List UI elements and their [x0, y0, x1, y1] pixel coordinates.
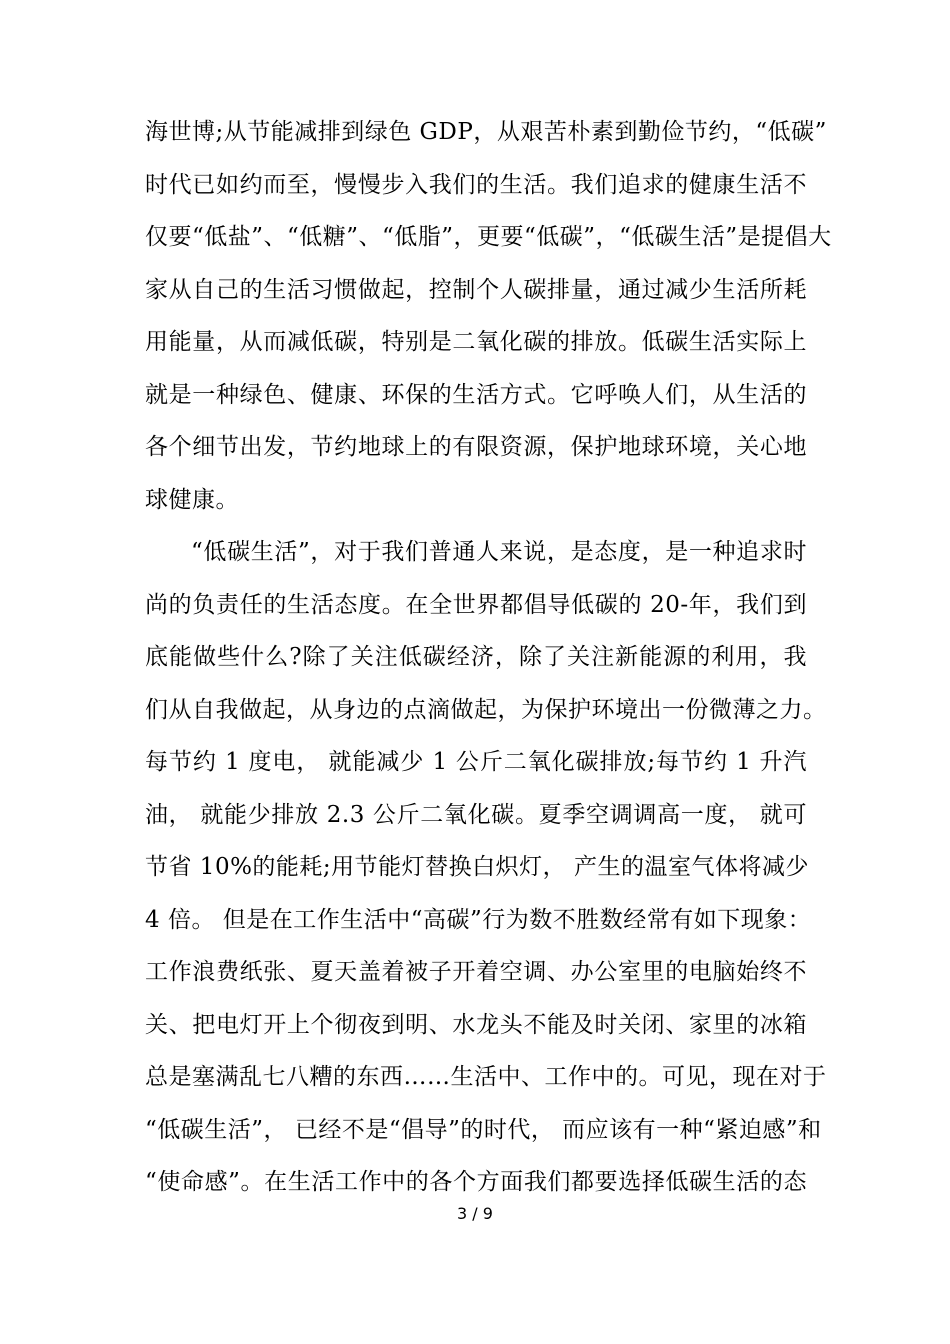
text-line-10: 尚的负责任的生活态度。在全世界都倡导低碳的 20-年，我们到 [145, 591, 807, 618]
text-line-20: “低碳生活”， 已经不是“倡导”的时代， 而应该有一种“紧迫感”和 [145, 1116, 822, 1143]
text-line-2: 时代已如约而至，慢慢步入我们的生活。我们追求的健康生活不 [145, 171, 807, 198]
text-line-3: 仅要“低盐”、“低糖”、“低脂”，更要“低碳”，“低碳生活”是提倡大 [145, 224, 832, 250]
text-line-8: 球健康。 [145, 486, 239, 513]
text-line-15: 节省 10%的能耗;用节能灯替换白炽灯， 产生的温室气体将减少 [145, 854, 809, 880]
text-line-18: 关、把电灯开上个彻夜到明、水龙头不能及时关闭、家里的冰箱 [145, 1011, 807, 1038]
paragraph-start-line: “低碳生活”，对于我们普通人来说，是态度，是一种追求时 [191, 539, 807, 565]
text-line-11: 底能做些什么?除了关注低碳经济，除了关注新能源的利用，我 [145, 644, 807, 670]
text-line-7: 各个细节出发，节约地球上的有限资源，保护地球环境，关心地 [145, 434, 807, 460]
text-line-6: 就是一种绿色、健康、环保的生活方式。它呼唤人们，从生活的 [145, 381, 807, 408]
text-line-5: 用能量，从而减低碳，特别是二氧化碳的排放。低碳生活实际上 [145, 329, 807, 355]
text-line-17: 工作浪费纸张、夏天盖着被子开着空调、办公室里的电脑始终不 [145, 959, 807, 985]
text-line-21: “使命感”。在生活工作中的各个方面我们都要选择低碳生活的态 [145, 1169, 807, 1195]
text-line-16: 4 倍。 但是在工作生活中“高碳”行为数不胜数经常有如下现象： [145, 906, 812, 933]
page-number: 3 / 9 [457, 1204, 493, 1223]
text-line-19: 总是塞满乱七八糟的东西……生活中、工作中的。可见，现在对于 [145, 1064, 827, 1090]
text-line-12: 们从自我做起，从身边的点滴做起，为保护环境出一份微薄之力。 [145, 696, 827, 723]
text-line-1: 海世博;从节能减排到绿色 GDP，从艰苦朴素到勤俭节约，“低碳” [145, 119, 827, 145]
text-line-14: 油， 就能少排放 2.3 公斤二氧化碳。夏季空调调高一度， 就可 [145, 801, 807, 828]
text-line-13: 每节约 1 度电， 就能减少 1 公斤二氧化碳排放;每节约 1 升汽 [145, 749, 807, 775]
text-line-4: 家从自己的生活习惯做起，控制个人碳排量，通过减少生活所耗 [145, 276, 807, 303]
document-body [145, 106, 832, 1209]
